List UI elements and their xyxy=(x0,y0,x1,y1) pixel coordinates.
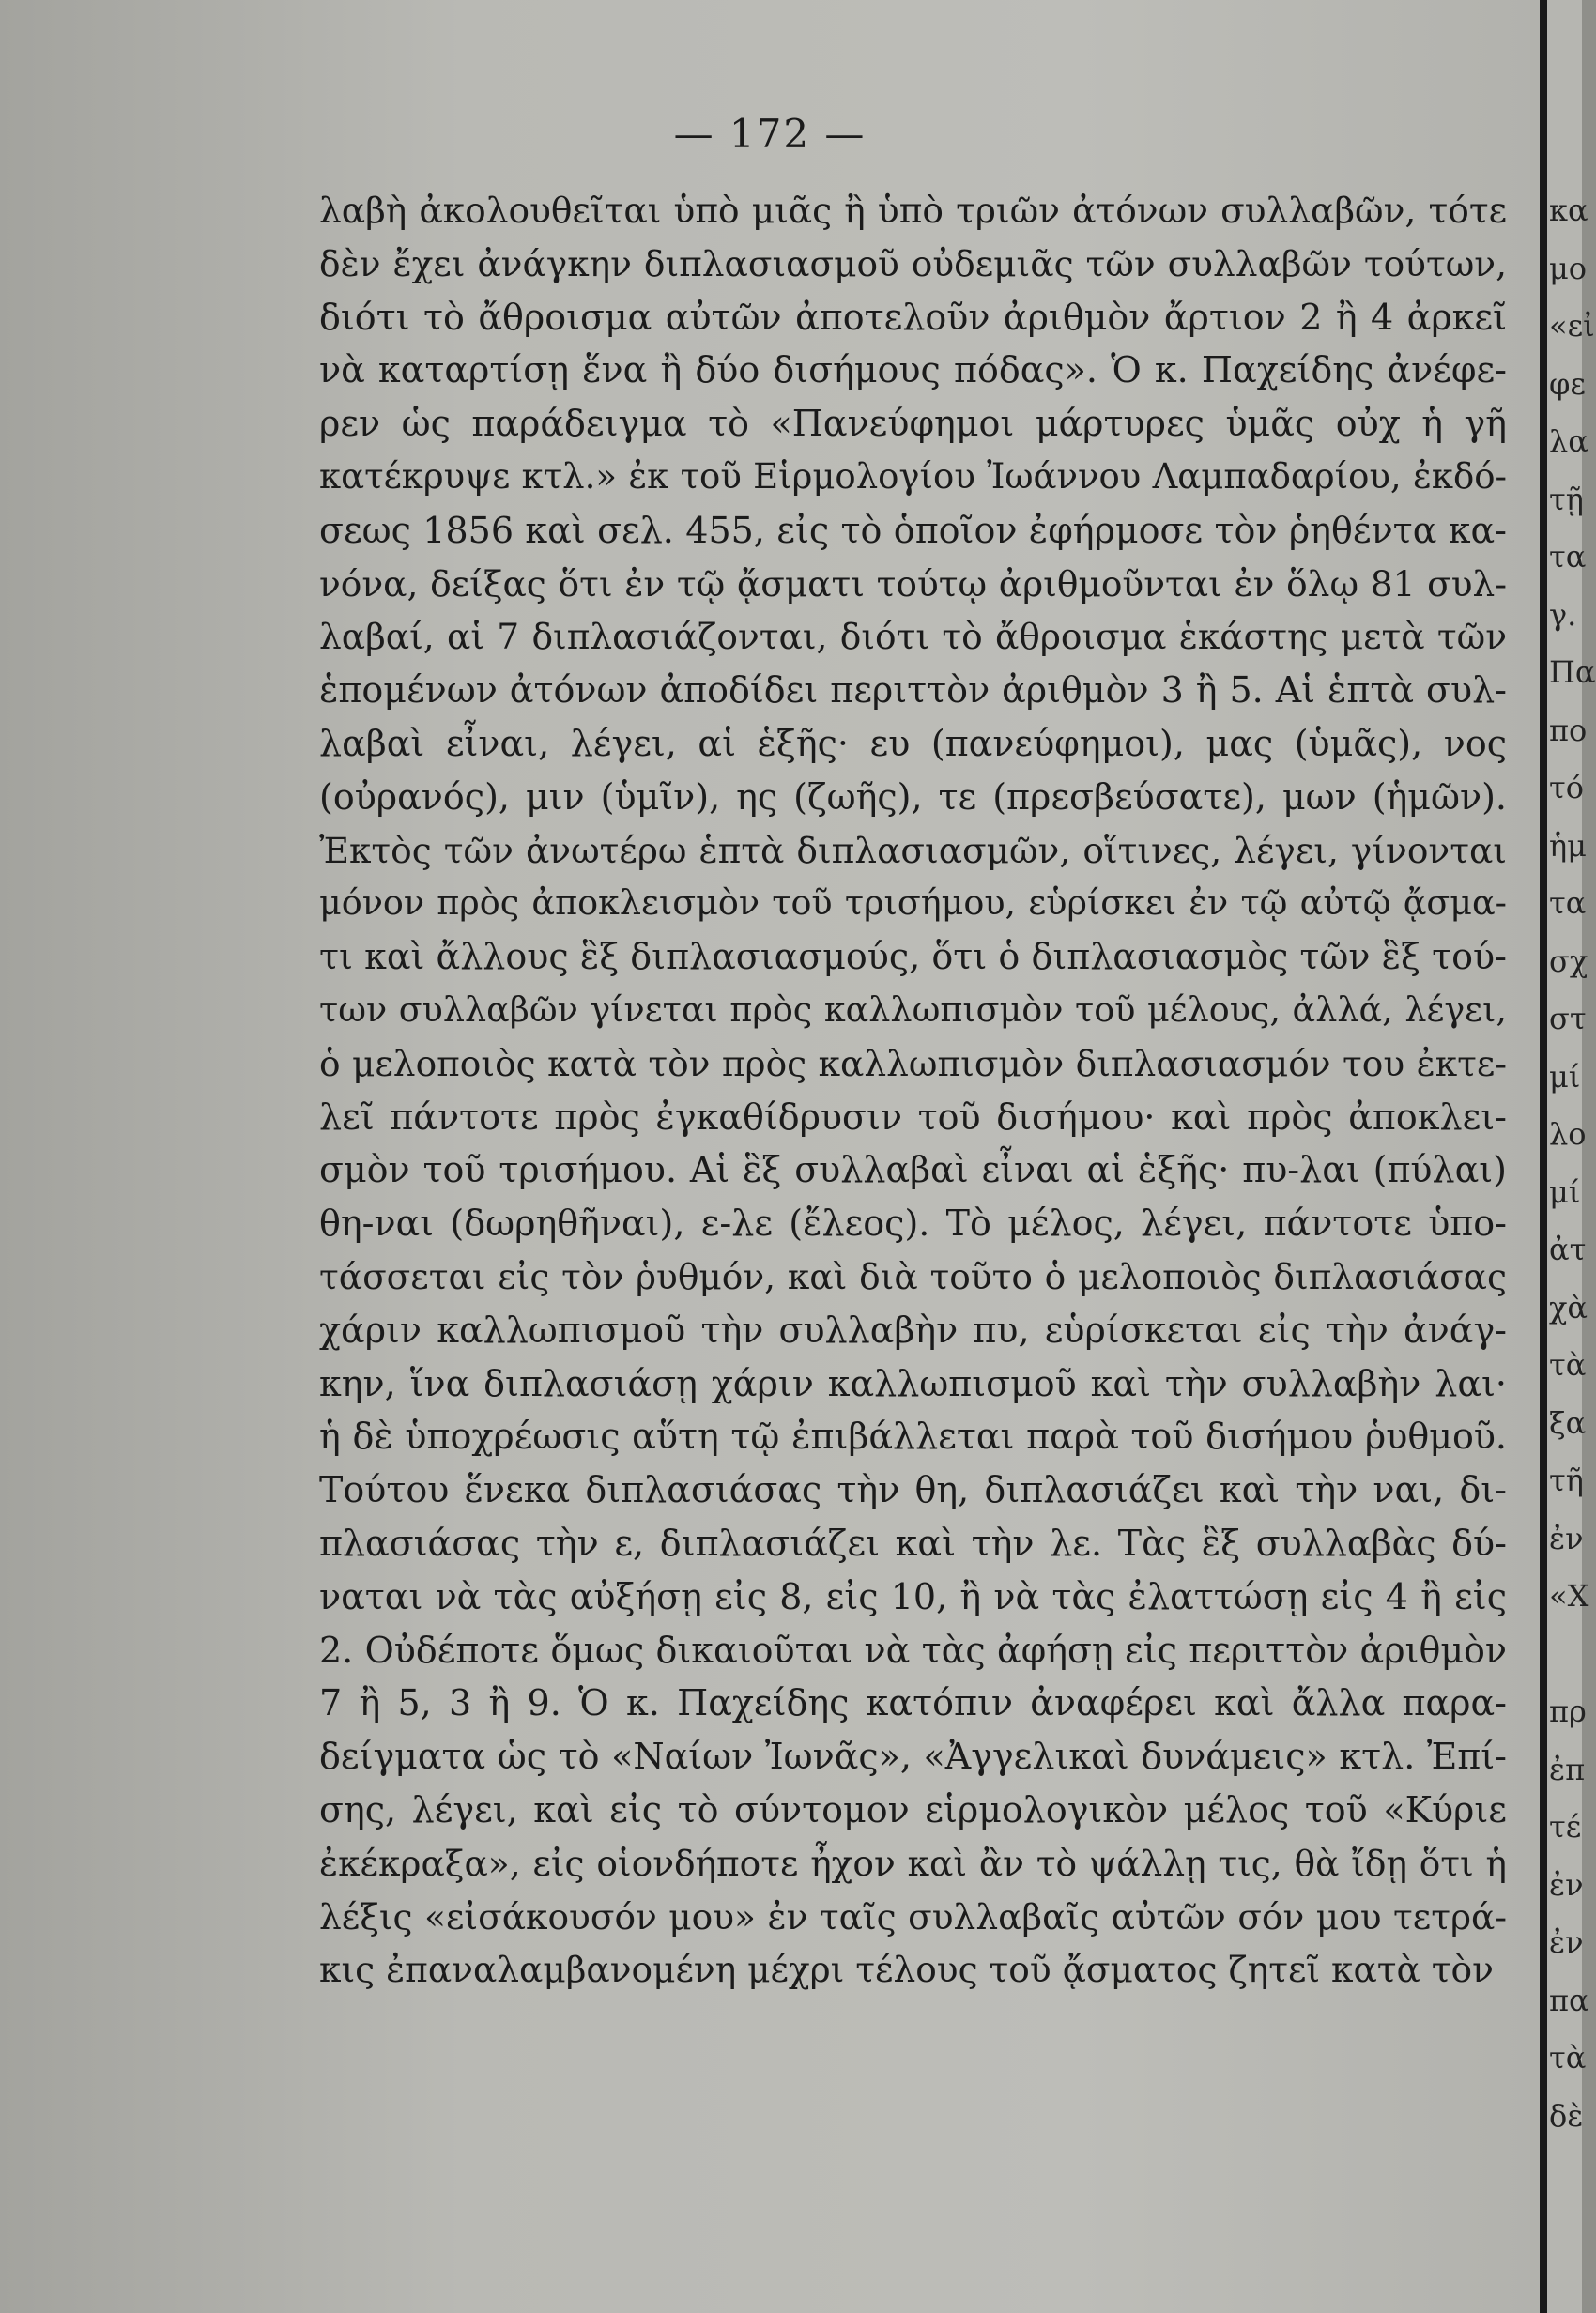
adjacent-page-fragment: λα xyxy=(1549,423,1588,459)
text-line: λαβαί, αἱ 7 διπλασιάζονται, διότι τὸ ἄθροισμα ἑκάστης μετὰ τῶν xyxy=(319,616,1507,658)
body-text xyxy=(319,184,1507,1997)
adjacent-page-fragment: πα xyxy=(1549,1982,1589,2018)
text-line: ἡ δὲ ὑποχρέωσις αὕτη τῷ ἐπιβάλλεται παρὰ τοῦ δισήμου ῥυθμοῦ. xyxy=(319,1416,1507,1458)
adjacent-page-fragment: γ. xyxy=(1549,596,1577,633)
text-line: νὰ καταρτίσῃ ἕνα ἢ δύο δισήμους πόδας». Ὁ κ. Παχείδης ἀνέφε- xyxy=(319,349,1507,391)
adjacent-page-fragment: ἐν xyxy=(1549,1866,1584,1903)
text-line: μόνον πρὸς ἀποκλεισμὸν τοῦ τρισήμου, εὑρίσκει ἐν τῷ αὐτῷ ᾄσμα- xyxy=(319,882,1507,924)
text-line: κην, ἵνα διπλασιάσῃ χάριν καλλωπισμοῦ καὶ τὴν συλλαβὴν λαι· xyxy=(319,1362,1507,1404)
adjacent-page-fragment: ἐπ xyxy=(1549,1751,1586,1787)
text-line: ναται νὰ τὰς αὐξήσῃ εἰς 8, εἰς 10, ἢ νὰ τὰς ἐλαττώσῃ εἰς 4 ἢ εἰς xyxy=(319,1575,1507,1617)
adjacent-page-fragment: πρ xyxy=(1549,1693,1587,1729)
text-line: δείγματα ὡς τὸ «Ναίων Ἰωνᾶς», «Ἀγγελικαὶ δυνάμεις» κτλ. Ἐπί- xyxy=(319,1736,1507,1778)
adjacent-page-fragment: ἡμ xyxy=(1549,827,1587,864)
text-line: σεως 1856 καὶ σελ. 455, εἰς τὸ ὁποῖον ἐφήρμοσε τὸν ῥηθέντα κα- xyxy=(319,509,1507,551)
text-line: νόνα, δείξας ὅτι ἐν τῷ ᾄσματι τούτῳ ἀριθμοῦνται ἐν ὅλῳ 81 συλ- xyxy=(319,562,1507,605)
adjacent-page-fragment: λο xyxy=(1549,1116,1587,1152)
adjacent-page-fragment: τέ xyxy=(1549,1809,1582,1845)
adjacent-page-fragment: τῆ xyxy=(1549,1463,1584,1498)
adjacent-page-fragment: ἐν xyxy=(1549,1924,1584,1960)
adjacent-page-fragment: τα xyxy=(1549,539,1587,574)
text-line: 7 ἢ 5, 3 ἢ 9. Ὁ κ. Παχείδης κατόπιν ἀναφέρει καὶ ἄλλα παρα- xyxy=(319,1682,1507,1724)
adjacent-page-fragment: πο xyxy=(1549,712,1588,748)
text-line: ρεν ὡς παράδειγμα τὸ «Πανεύφημοι μάρτυρες ὑμᾶς οὐχ ἡ γῆ xyxy=(319,403,1507,445)
text-line: δὲν ἔχει ἀνάγκην διπλασιασμοῦ οὐδεμιᾶς τῶν συλλαβῶν τούτων, xyxy=(319,242,1507,284)
text-line: λαβαὶ εἶναι, λέγει, αἱ ἑξῆς· ευ (πανεύφημοι), μας (ὑμᾶς), νος xyxy=(319,722,1507,764)
text-line: τι καὶ ἄλλους ἓξ διπλασιασμούς, ὅτι ὁ διπλασιασμὸς τῶν ἓξ τού- xyxy=(319,936,1507,978)
text-line: διότι τὸ ἄθροισμα αὐτῶν ἀποτελοῦν ἀριθμὸν ἄρτιον 2 ἢ 4 ἀρκεῖ xyxy=(319,296,1507,338)
adjacent-page-fragment: κα xyxy=(1549,192,1588,228)
text-line: των συλλαβῶν γίνεται πρὸς καλλωπισμὸν τοῦ μέλους, ἀλλά, λέγει, xyxy=(319,988,1507,1030)
page-number: — 172 — xyxy=(673,111,867,157)
adjacent-page-fragment: Πα xyxy=(1549,654,1596,690)
text-line: ἐκέκραξα», εἰς οἱονδήποτε ἦχον καὶ ἂν τὸ ψάλλῃ τις, θὰ ἴδῃ ὅτι ἡ xyxy=(319,1842,1507,1884)
text-line: 2. Οὐδέποτε ὅμως δικαιοῦται νὰ τὰς ἀφήσῃ εἰς περιττὸν ἀριθμὸν xyxy=(319,1629,1507,1671)
adjacent-page-fragment: «εἰ xyxy=(1549,308,1595,344)
text-line: κατέκρυψε κτλ.» ἐκ τοῦ Εἱρμολογίου Ἰωάννου Λαμπαδαρίου, ἐκδό- xyxy=(319,455,1507,497)
adjacent-page-fragment: ἀτ xyxy=(1549,1232,1587,1267)
adjacent-page-edge xyxy=(1547,0,1596,2313)
adjacent-page-fragment: στ xyxy=(1549,1001,1587,1036)
text-line: τάσσεται εἰς τὸν ῥυθμόν, καὶ διὰ τοῦτο ὁ μελοποιὸς διπλασιάσας xyxy=(319,1255,1507,1297)
adjacent-page-fragment: φε xyxy=(1549,365,1586,402)
adjacent-page-fragment: μί xyxy=(1549,1173,1581,1210)
text-line: κις ἐπαναλαμβανομένη μέχρι τέλους τοῦ ᾄσματος ζητεῖ κατὰ τὸν xyxy=(319,1949,1494,1991)
text-line: σης, λέγει, καὶ εἰς τὸ σύντομον εἱρμολογικὸν μέλος τοῦ «Κύριε xyxy=(319,1788,1507,1830)
text-line: λαβὴ ἀκολουθεῖται ὑπὸ μιᾶς ἢ ὑπὸ τριῶν ἀτόνων συλλαβῶν, τότε xyxy=(319,190,1507,231)
adjacent-page-fragment: τῇ xyxy=(1549,481,1584,517)
adjacent-page-fragment: τα xyxy=(1549,885,1587,921)
adjacent-page-fragment: «Χ xyxy=(1549,1578,1589,1614)
text-line: πλασιάσας τὴν ε, διπλασιάζει καὶ τὴν λε. Τὰς ἓξ συλλαβὰς δύ- xyxy=(319,1522,1507,1564)
text-line: Ἐκτὸς τῶν ἀνωτέρω ἑπτὰ διπλασιασμῶν, οἵτινες, λέγει, γίνονται xyxy=(319,829,1507,871)
book-spine xyxy=(1540,0,1547,2313)
text-line: Τούτου ἕνεκα διπλασιάσας τὴν θη, διπλασιάζει καὶ τὴν ναι, δι- xyxy=(319,1469,1507,1511)
adjacent-page-fragment: τό xyxy=(1549,770,1584,805)
adjacent-page-fragment: ξα xyxy=(1549,1404,1587,1441)
text-line: λέξις «εἰσάκουσόν μου» ἐν ταῖς συλλαβαῖς αὐτῶν σόν μου τετρά- xyxy=(319,1895,1507,1938)
adjacent-page-fragment: ἐν xyxy=(1549,1520,1584,1556)
adjacent-page-fragment: τὰ xyxy=(1549,1347,1587,1383)
adjacent-page-fragment: χὰ xyxy=(1549,1289,1588,1325)
text-line: (οὐρανός), μιν (ὑμῖν), ης (ζωῆς), τε (πρεσβεύσατε), μων (ἡμῶν). xyxy=(319,775,1507,818)
adjacent-page-fragment: μί xyxy=(1549,1058,1581,1095)
adjacent-page-fragment: μο xyxy=(1549,250,1588,286)
text-line: σμὸν τοῦ τρισήμου. Αἱ ἓξ συλλαβαὶ εἶναι αἱ ἑξῆς· πυ-λαι (πύλαι) xyxy=(319,1149,1507,1191)
adjacent-page-fragment: τὰ xyxy=(1549,2040,1587,2076)
adjacent-page-fragment: σχ xyxy=(1549,942,1588,979)
text-line: ὁ μελοποιὸς κατὰ τὸν πρὸς καλλωπισμὸν διπλασιασμόν του ἐκτε- xyxy=(319,1042,1507,1084)
adjacent-page-fragment: δὲ xyxy=(1549,2097,1584,2134)
text-line: χάριν καλλωπισμοῦ τὴν συλλαβὴν πυ, εὑρίσκεται εἰς τὴν ἀνάγ- xyxy=(319,1309,1507,1351)
text-line: λεῖ πάντοτε πρὸς ἐγκαθίδρυσιν τοῦ δισήμου· καὶ πρὸς ἀποκλει- xyxy=(319,1095,1507,1138)
text-line: θη-ναι (δωρηθῆναι), ε-λε (ἔλεος). Τὸ μέλος, λέγει, πάντοτε ὑπο- xyxy=(319,1202,1507,1245)
text-line: ἑπομένων ἀτόνων ἀποδίδει περιττὸν ἀριθμὸν 3 ἢ 5. Αἱ ἑπτὰ συλ- xyxy=(319,669,1507,712)
